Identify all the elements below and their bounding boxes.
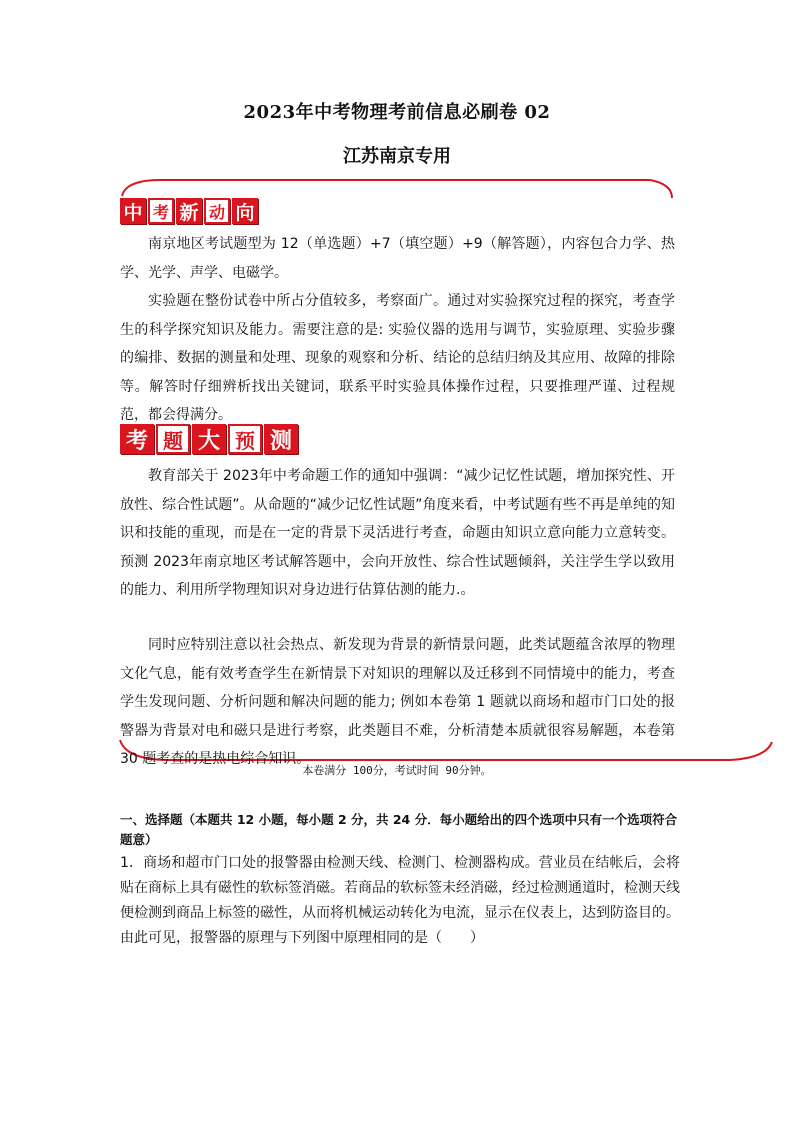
trend-paragraph-2: 实验题在整份试卷中所占分值较多，考察面广。通过对实验探究过程的探究，考查学生的科学探究知识及能力。需要注意的是: 实验仪器的选用与调节，实验原理、实验步骤的编排、数据的测量和处理、现象的观察和分析、结论的总结归纳及其应用、故障的排除等。解答时仔细辨析找出关键词，联系平时实验具体操作过程，只要推理严谨、过程规范，都会得满分。 — [120, 293, 675, 423]
banner-char: 新 — [176, 198, 202, 224]
question-1: 1．商场和超市门口处的报警器由检测天线、检测门、检测器构成。营业员在结帐后，会将贴在商标上具有磁性的软标签消磁。若商品的软标签未经消磁，经过检测通道时，检测天线便检测到商品上标签的磁性，从而将机械运动转化为电流，显示在仪表上，达到防盗目的。由此可见，报警器的原理与下列图中原理相同的是（ ） — [120, 855, 680, 946]
trend-paragraph-1: 南京地区考试题型为 12（单选题）+7（填空题）+9（解答题），内容包合力学、热学、光学、声学、电磁学。 — [120, 236, 675, 281]
forecast-paragraph-2: 同时应特别注意以社会热点、新发现为背景的新情景问题，此类试题蕴含浓厚的物理文化气息，能有效考查学生在新情景下对知识的理解以及迁移到不同情境中的能力，考查学生发现问题、分析问题和解决问题的能力; 例如本卷第 1 题就以商场和超市门口处的报警器为背景对电和磁只是进行考察，此类题目不难，分析清楚本质就很容易解题，本卷第 30 题考查的是热电综合知识。 — [120, 637, 675, 767]
forecast-paragraph-1: 教育部关于 2023年中考命题工作的通知中强调：“减少记忆性试题，增加探究性、开放性、综合性试题”。从命题的“减少记忆性试题”角度来看，中考试题有些不再是单纯的知识和技能的重现，而是在一定的背景下灵活进行考查，命题由知识立意向能力立意转变。预测 2023年南京地区考试解答题中，会向开放性、综合性试题倾斜，关注学生学以致用的能力、利用所学物理知识对身边进行估算估测的能力.。 — [120, 468, 675, 598]
trend-banner — [120, 198, 258, 224]
section-heading: 一、选择题（本题共 12 小题，每小题 2 分，共 24 分．每小题给出的四个选项中只有一个选项符合题意） — [120, 812, 678, 847]
banner-char: 预 — [228, 424, 262, 454]
banner-char: 向 — [232, 198, 258, 224]
page-title: 2023年中考物理考前信息必刷卷 02 — [243, 102, 551, 123]
banner-char: 大 — [192, 424, 226, 454]
banner-char: 考 — [120, 424, 154, 454]
page-subtitle: 江苏南京专用 — [343, 146, 451, 167]
banner-char: 考 — [148, 198, 174, 224]
exam-note: 本卷满分 100分，考试时间 90分钟。 — [302, 764, 492, 777]
banner-char: 测 — [264, 424, 298, 454]
forecast-banner — [120, 424, 298, 454]
banner-char: 中 — [120, 198, 146, 224]
banner-char: 题 — [156, 424, 190, 454]
banner-char: 动 — [204, 198, 230, 224]
